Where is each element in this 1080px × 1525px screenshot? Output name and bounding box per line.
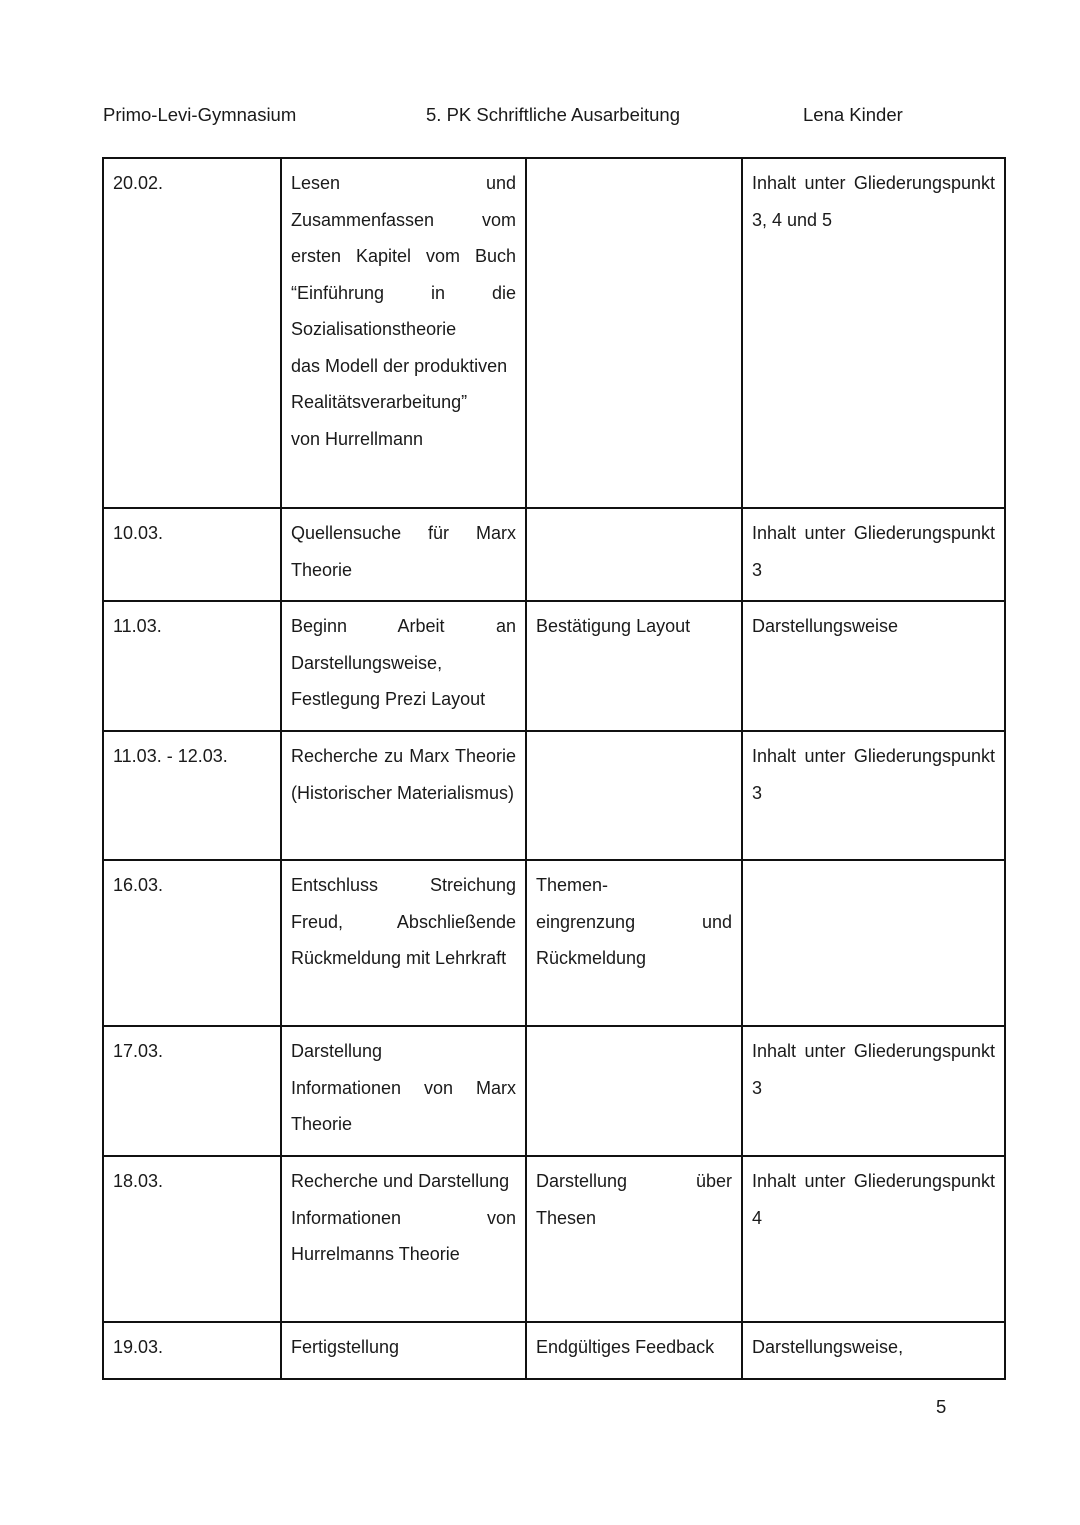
date-cell: 17.03. (103, 1026, 281, 1156)
page-number: 5 (936, 1396, 947, 1417)
date-cell: 11.03. - 12.03. (103, 731, 281, 860)
task-cell: Recherche zu Marx Theorie (Historischer Materialismus) (281, 731, 526, 860)
note-cell: Darstellungsweise, (742, 1322, 1005, 1379)
note-cell: Inhalt unter Gliederungspunkt 3 (742, 508, 1005, 601)
note-cell: Darstellungsweise (742, 601, 1005, 731)
table-row (103, 731, 1005, 860)
table-row (103, 1322, 1005, 1379)
table-row (103, 1156, 1005, 1322)
document-title: 5. PK Schriftliche Ausarbeitung (426, 104, 681, 125)
task-cell: Recherche und Darstellung Informationen von Hurrelmanns Theorie (281, 1156, 526, 1322)
table-row (103, 1026, 1005, 1156)
date-cell: 20.02. (103, 158, 281, 508)
feedback-cell (526, 508, 742, 601)
note-cell: Inhalt unter Gliederungspunkt 3 (742, 1026, 1005, 1156)
note-cell: Inhalt unter Gliederungspunkt 4 (742, 1156, 1005, 1322)
task-cell: Entschluss Streichung Freud, Abschließende Rückmeldung mit Lehrkraft (281, 860, 526, 1026)
feedback-cell (526, 1026, 742, 1156)
date-cell: 18.03. (103, 1156, 281, 1322)
date-cell: 19.03. (103, 1322, 281, 1379)
note-cell: Inhalt unter Gliederungspunkt 3, 4 und 5 (742, 158, 1005, 508)
feedback-cell (526, 158, 742, 508)
table-row (103, 601, 1005, 731)
page-header (0, 104, 1080, 128)
task-cell: Fertigstellung (281, 1322, 526, 1379)
table-row (103, 158, 1005, 508)
table-row (103, 508, 1005, 601)
date-cell: 16.03. (103, 860, 281, 1026)
feedback-cell: Themen- eingrenzung und Rückmeldung (526, 860, 742, 1026)
date-cell: 11.03. (103, 601, 281, 731)
note-cell (742, 860, 1005, 1026)
school-name: Primo-Levi-Gymnasium (103, 104, 297, 125)
task-cell: Beginn Arbeit an Darstellungsweise, Festlegung Prezi Layout (281, 601, 526, 731)
feedback-cell (526, 731, 742, 860)
table-row (103, 860, 1005, 1026)
feedback-cell: Bestätigung Layout (526, 601, 742, 731)
task-cell: Quellensuche für Marx Theorie (281, 508, 526, 601)
note-cell: Inhalt unter Gliederungspunkt 3 (742, 731, 1005, 860)
work-log-table (102, 157, 1006, 1380)
feedback-cell: Endgültiges Feedback (526, 1322, 742, 1379)
feedback-cell: Darstellung über Thesen (526, 1156, 742, 1322)
task-cell: Darstellung Informationen von Marx Theorie (281, 1026, 526, 1156)
task-cell: Lesen und Zusammenfassen vom ersten Kapitel vom Buch “Einführung in die Sozialisationstheorie das Modell der produktiven Realitätsverarbeitung” von Hurrellmann (281, 158, 526, 508)
date-cell: 10.03. (103, 508, 281, 601)
author-name: Lena Kinder (803, 104, 903, 125)
